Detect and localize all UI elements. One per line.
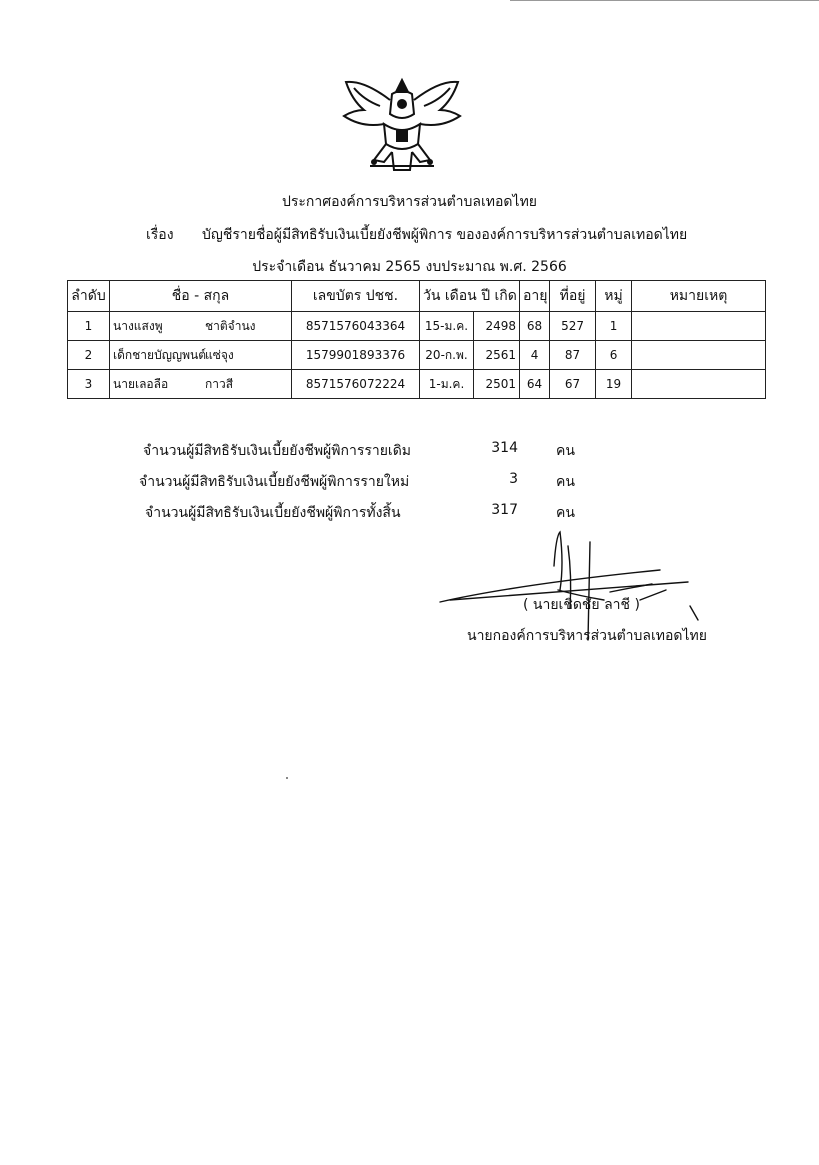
summary-existing-value: 314 xyxy=(491,440,518,456)
row-birth-year: 2498 xyxy=(474,312,520,341)
col-header-birthdate: วัน เดือน ปี เกิด xyxy=(420,281,520,312)
summary-new-value: 3 xyxy=(509,471,518,487)
subject-text: บัญชีรายชื่อผู้มีสิทธิรับเงินเบี้ยยังชีพผู้พิการ ขององค์การบริหารส่วนตำบลเทอดไทย xyxy=(202,227,688,243)
table-header-row xyxy=(68,281,766,312)
row-no: 3 xyxy=(68,370,110,399)
row-age: 64 xyxy=(520,370,550,399)
garuda-emblem-icon xyxy=(334,70,470,176)
row-first-name: เด็กชายบัญญพนต์ xyxy=(113,347,207,362)
row-birth-daymonth: 15-ม.ค. xyxy=(420,312,474,341)
row-birth-daymonth: 1-ม.ค. xyxy=(420,370,474,399)
row-last-name: แซ่จุง xyxy=(205,347,234,362)
row-birth-year: 2561 xyxy=(474,341,520,370)
row-id: 1579901893376 xyxy=(292,341,420,370)
row-last-name: ชาติจำนง xyxy=(205,318,256,333)
row-age: 68 xyxy=(520,312,550,341)
summary-total-value: 317 xyxy=(491,502,518,518)
col-header-note: หมายเหตุ xyxy=(632,281,766,312)
row-address: 527 xyxy=(550,312,596,341)
table-row xyxy=(68,370,766,399)
row-first-name: นายเลอลือ xyxy=(113,376,169,391)
summary-total-unit: คน xyxy=(556,505,575,521)
beneficiary-table xyxy=(67,280,766,399)
col-header-address: ที่อยู่ xyxy=(550,281,596,312)
summary-new-unit: คน xyxy=(556,474,575,490)
row-no: 1 xyxy=(68,312,110,341)
table-row xyxy=(68,341,766,370)
row-birth-year: 2501 xyxy=(474,370,520,399)
row-first-name: นางแสงพู xyxy=(113,318,163,333)
scan-edge-line xyxy=(510,0,819,1)
row-note xyxy=(632,312,766,341)
row-moo: 19 xyxy=(596,370,632,399)
col-header-moo: หมู่ xyxy=(596,281,632,312)
row-note xyxy=(632,341,766,370)
document-title: ประกาศองค์การบริหารส่วนตำบลเทอดไทย xyxy=(281,194,537,210)
row-age: 4 xyxy=(520,341,550,370)
period-line: ประจำเดือน ธันวาคม 2565 งบประมาณ พ.ศ. 2566 xyxy=(252,259,567,275)
col-header-no: ลำดับ xyxy=(68,281,110,312)
scan-speck xyxy=(286,777,288,779)
signer-position: นายกองค์การบริหารส่วนตำบลเทอดไทย xyxy=(467,628,707,644)
row-id: 8571576072224 xyxy=(292,370,420,399)
row-moo: 1 xyxy=(596,312,632,341)
row-address: 67 xyxy=(550,370,596,399)
subject-label: เรื่อง xyxy=(146,227,174,243)
row-birth-daymonth: 20-ก.พ. xyxy=(420,341,474,370)
row-last-name: กาวสี xyxy=(205,376,234,391)
row-address: 87 xyxy=(550,341,596,370)
row-moo: 6 xyxy=(596,341,632,370)
summary-total-label: จำนวนผู้มีสิทธิรับเงินเบี้ยยังชีพผู้พิการทั้งสิ้น xyxy=(145,505,401,521)
table-row xyxy=(68,312,766,341)
row-no: 2 xyxy=(68,341,110,370)
summary-existing-unit: คน xyxy=(556,443,575,459)
row-name xyxy=(110,370,292,399)
col-header-age: อายุ xyxy=(520,281,550,312)
signer-name: ( นายเชิดชัย ลาชี ) xyxy=(523,597,640,613)
summary-existing-label: จำนวนผู้มีสิทธิรับเงินเบี้ยยังชีพผู้พิการรายเดิม xyxy=(143,443,412,459)
summary-new-label: จำนวนผู้มีสิทธิรับเงินเบี้ยยังชีพผู้พิการรายใหม่ xyxy=(139,474,410,490)
col-header-id: เลขบัตร ปชช. xyxy=(292,281,420,312)
row-id: 8571576043364 xyxy=(292,312,420,341)
col-header-name: ชื่อ - สกุล xyxy=(110,281,292,312)
row-name xyxy=(110,341,292,370)
row-note xyxy=(632,370,766,399)
row-name xyxy=(110,312,292,341)
